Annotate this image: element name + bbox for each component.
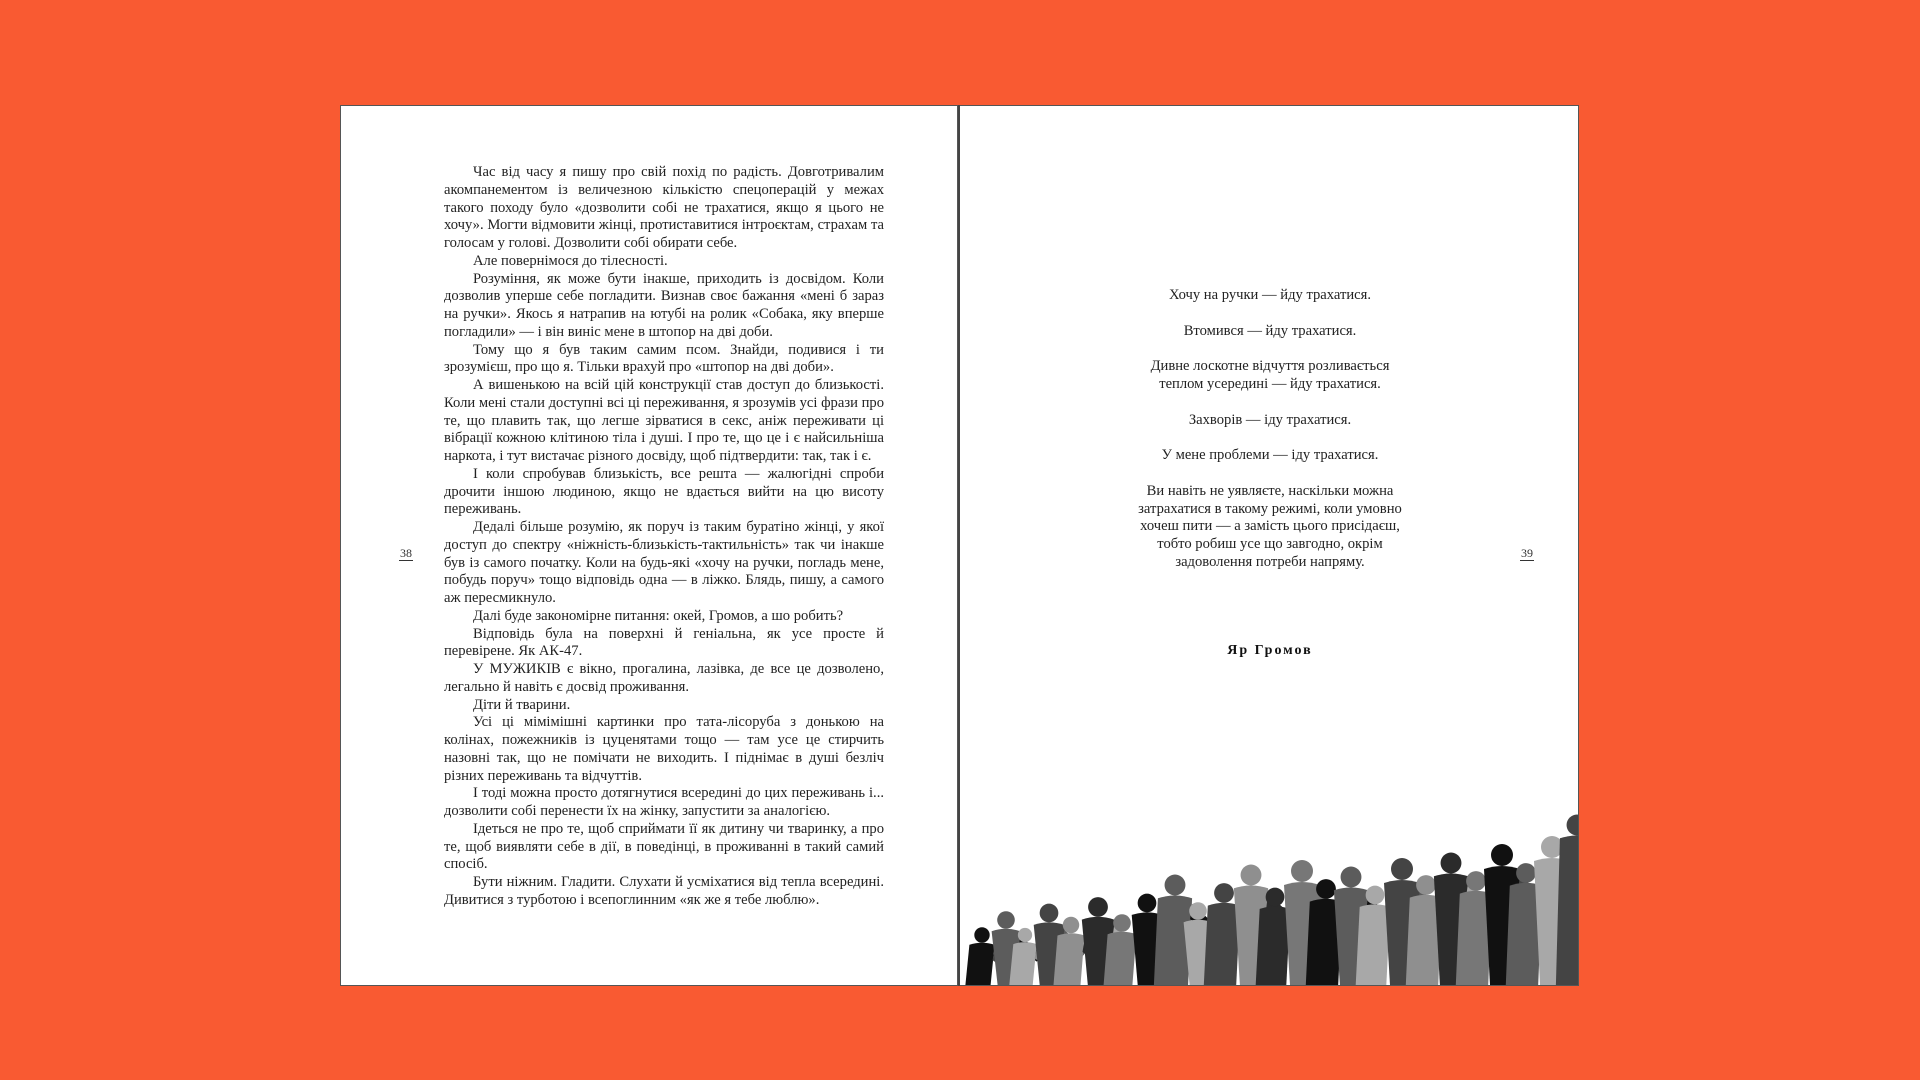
poem-stanza	[1070, 412, 1470, 430]
paragraph: А вишенькою на всій цій конструкції став доступ до близькості. Коли мені стали доступні всі ці переживання, я зрозумів усі фрази про те, що плавить так, що легше зірватися в секс, аніж переживати ці вібрації кожною клітиною тіла і душі. І про те, що це і є найсильніша наркота, і тут вистачає різного досвіду, щоб підтвердити: так, так і є.	[444, 377, 884, 464]
poem	[1070, 287, 1470, 590]
paragraph: Діти й тварини.	[473, 696, 571, 713]
poem-line: тобто робиш усе що завгодно, окрім	[1157, 536, 1383, 553]
poem-line: теплом усередині — йду трахатися.	[1159, 375, 1381, 392]
poem-line: Втомився — йду трахатися.	[1183, 322, 1357, 339]
paragraph: Ідеться не про те, щоб сприймати її як дитину чи тваринку, а про те, щоб виявляти себе в дії, в поведінці, в проживанні в такий самий спосіб.	[444, 820, 884, 873]
paragraph: І тоді можна просто дотягнутися всередині до цих переживань і... дозволити собі перенести їх на жінку, запустити за аналогією.	[444, 785, 884, 819]
paragraph: Далі буде закономірне питання: окей, Громов, а шо робить?	[473, 607, 844, 624]
paragraph: У МУЖИКІВ є вікно, прогалина, лазівка, де все це дозволено, легально й навіть є досвід проживання.	[444, 661, 884, 695]
poem-stanza	[1070, 358, 1470, 394]
poem-line: хочеш пити — а замість цього присідаєш,	[1140, 518, 1400, 535]
paragraph: Відповідь була на поверхні й геніальна, як усе просте й перевірене. Як АК-47.	[444, 625, 884, 660]
paragraph: Дедалі більше розумію, як поруч із таким буратіно жінці, у якої доступ до спектру «ніжність-близькість-тактильність» так чи інакше був із самого початку. Коли на будь-які «хочу на ручки, погладь мене, побудь поруч» тощо відповідь одна — в ліжко. Блядь, пишу, а самого аж пересмикнуло.	[444, 519, 884, 606]
paragraph: І коли спробував близькість, все решта — жалюгідні спроби дрочити іншою людиною, якщо не вдається вийти на цю висоту переживань.	[444, 465, 884, 518]
poem-line: У мене проблеми — іду трахатися.	[1161, 447, 1379, 464]
paragraph: Час від часу я пишу про свій похід по радість. Довготривалим акомпанементом із величезною кількістю спецоперацій у межах такого походу було «дозволити собі не трахатися, якщо я цього не хочу». Могти відмовити жінці, протиставитися інтроєктам, страхам та голосам у голові. Дозволити собі обирати себе.	[444, 164, 884, 251]
crowd-illustration	[960, 785, 1579, 985]
poem-stanza	[1070, 483, 1470, 572]
poem-line: задоволення потреби напряму.	[1175, 553, 1365, 570]
poem-stanza	[1070, 323, 1470, 341]
author-signature: Яр Громов	[1227, 643, 1313, 658]
right-page	[960, 105, 1579, 986]
poem-line: Ви навіть не уявляєте, наскільки можна	[1146, 482, 1394, 499]
poem-stanza	[1070, 287, 1470, 305]
poem-line: Хочу на ручки — йду трахатися.	[1168, 287, 1372, 303]
paragraph: Бути ніжним. Гладити. Слухати й усміхатися від тепла всередині. Дивитися з турботою і всепоглинним «як же я тебе люблю».	[444, 874, 884, 908]
left-page	[340, 105, 958, 986]
page-number-left: 38	[400, 546, 412, 560]
poem-stanza	[1070, 447, 1470, 465]
poem-line: Дивне лоскотне відчуття розливається	[1150, 358, 1390, 375]
paragraph: Тому що я був таким самим псом. Знайди, подивися і ти зрозумієш, про що я. Тільки врахуй про «штопор на дві доби».	[444, 341, 884, 376]
paragraph: Але повернімося до тілесності.	[473, 252, 668, 269]
paragraph: Усі ці мімімішні картинки про тата-лісоруба з донькою на колінах, пожежників із цуценятами тощо — там усе це стирчить назовні так, що не помічати не виходить. І піднімає в душі безліч різних переживань та відчуттів.	[444, 714, 884, 784]
poem-line: затрахатися в такому режимі, коли умовно	[1138, 500, 1402, 517]
left-page-body	[444, 164, 884, 910]
poem-line: Захворів — іду трахатися.	[1188, 411, 1352, 428]
page-number-right: 39	[1521, 546, 1533, 560]
paragraph: Розуміння, як може бути інакше, приходить із досвідом. Коли дозволив уперше себе погладити. Визнав своє бажання «мені б зараз на ручки». Якось я натрапив на ютубі на ролик «Собака, яку вперше погладили» — і він виніс мене в штопор на дві доби.	[444, 270, 884, 340]
